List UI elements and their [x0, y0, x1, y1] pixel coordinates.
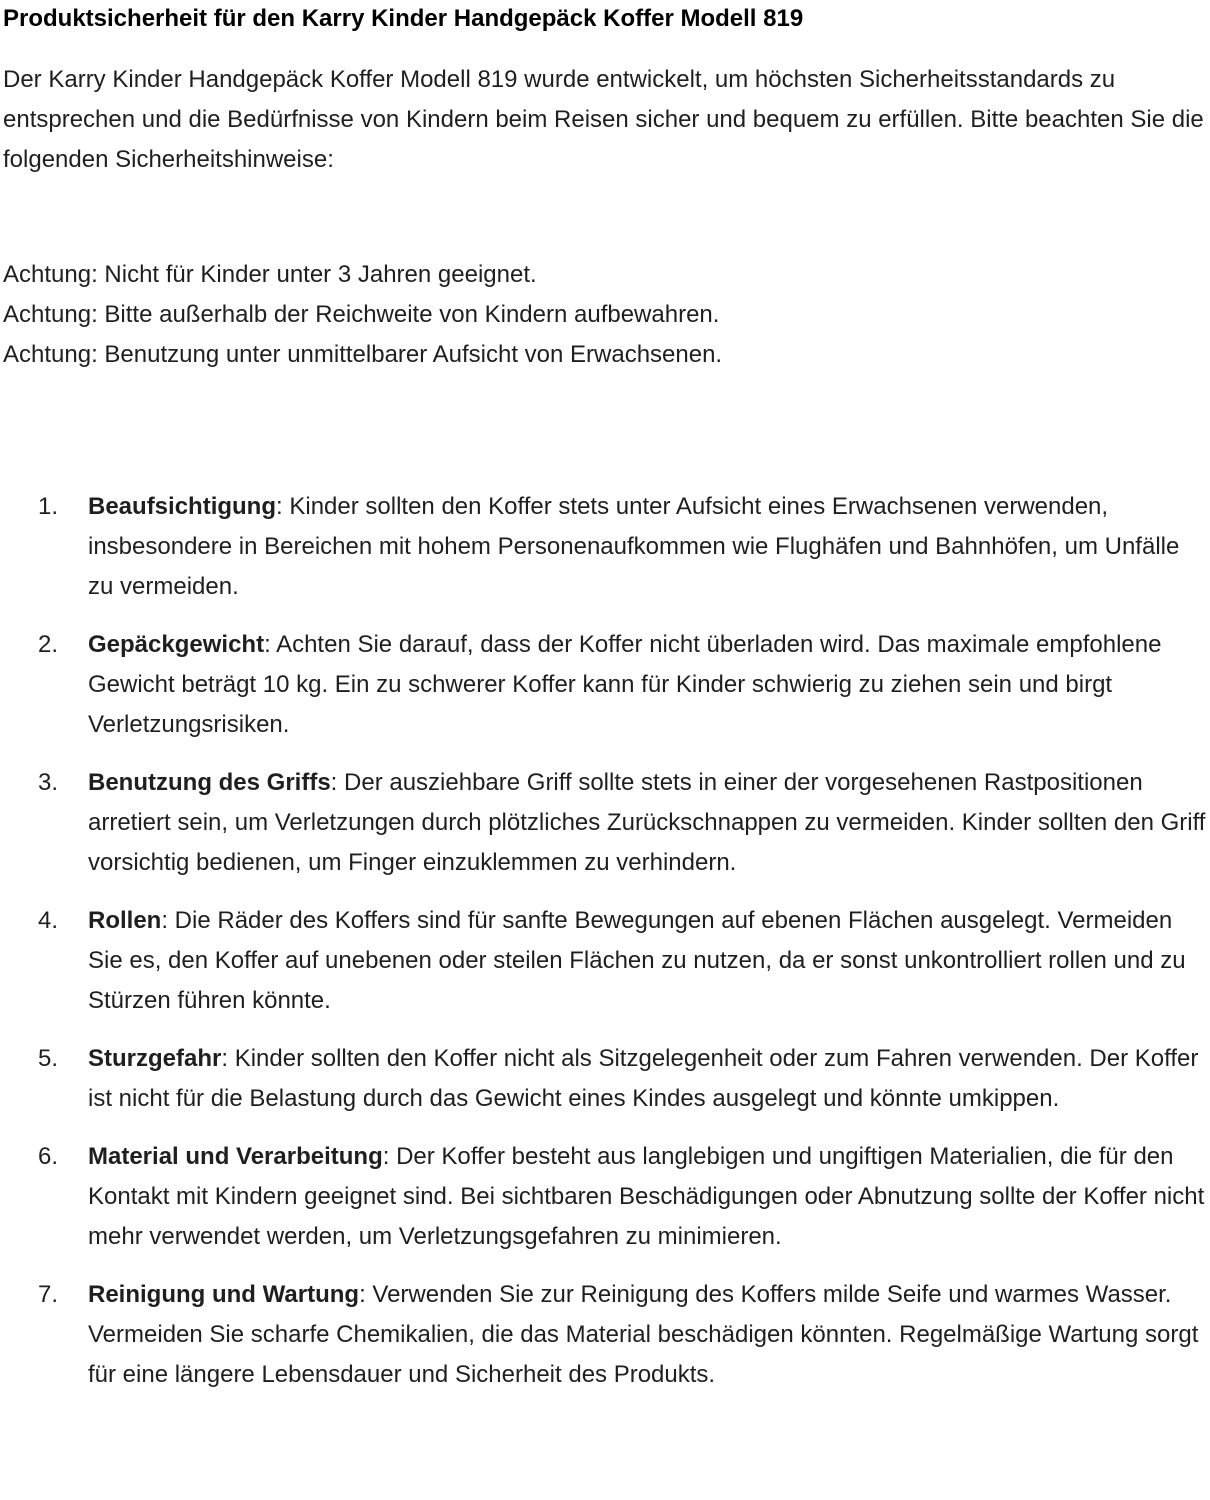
list-text: : Kinder sollten den Koffer stets unter Aufsicht eines Erwachsenen verwenden, insbesondere in Bereichen mit hohem Personenaufkommen wie Flughäfen und Bahnhöfen, um Unfälle zu vermeiden. [88, 493, 1180, 600]
list-number: 6. [38, 1143, 59, 1170]
list-item-body [88, 763, 1208, 883]
list-text: : Die Räder des Koffers sind für sanfte Bewegungen auf ebenen Flächen ausgelegt. Vermeiden Sie es, den Koffer auf unebenen oder steilen Flächen zu nutzen, da er sonst unkontrolliert rollen und zu Stürzen führen könnte. [88, 907, 1186, 1014]
list-item-beaufsichtigung [3, 487, 1208, 607]
list-text: : Der ausziehbare Griff sollte stets in einer der vorgesehenen Rastpositionen arretiert sein, um Verletzungen durch plötzliches Zurückschnappen zu vermeiden. Kinder sollten den Griff vorsichtig bedienen, um Finger einzuklemmen zu verhindern. [88, 769, 1206, 876]
list-number: 1. [38, 493, 59, 520]
list-item-sturzgefahr [3, 1039, 1208, 1119]
list-text: : Verwenden Sie zur Reinigung des Koffers milde Seife und warmes Wasser. Vermeiden Sie scharfe Chemikalien, die das Material beschädigen könnten. Regelmäßige Wartung sorgt für eine längere Lebensdauer und Sicherheit des Produkts. [88, 1281, 1199, 1388]
intro-paragraph: Der Karry Kinder Handgepäck Koffer Modell 819 wurde entwickelt, um höchsten Sicherheitsstandards zu entsprechen und die Bedürfnisse von Kindern beim Reisen sicher und bequem zu erfüllen. Bitte beachten Sie die folgenden Sicherheitshinweise: [3, 66, 1204, 173]
list-item-gepaeckgewicht [3, 625, 1208, 745]
list-term: Rollen [88, 907, 162, 934]
list-item-reinigung-und-wartung [3, 1275, 1208, 1395]
list-item-body [88, 1137, 1208, 1257]
list-number: 5. [38, 1045, 59, 1072]
list-item-body [88, 625, 1208, 745]
safety-list [3, 487, 1208, 1395]
list-item-body [88, 1039, 1208, 1119]
warnings-section [3, 255, 1208, 375]
list-item-rollen [3, 901, 1208, 1021]
list-number: 4. [38, 907, 59, 934]
list-item-body [88, 901, 1208, 1021]
warning-line-1: Achtung: Nicht für Kinder unter 3 Jahren geeignet. [3, 261, 537, 288]
list-text: : Kinder sollten den Koffer nicht als Sitzgelegenheit oder zum Fahren verwenden. Der Koffer ist nicht für die Belastung durch das Gewicht eines Kindes ausgelegt und könnte umkippen. [88, 1045, 1199, 1112]
list-number: 2. [38, 631, 59, 658]
list-term: Material und Verarbeitung [88, 1143, 383, 1170]
list-term: Reinigung und Wartung [88, 1281, 360, 1308]
list-term: Benutzung des Griffs [88, 769, 331, 796]
warning-line-3: Achtung: Benutzung unter unmittelbarer Aufsicht von Erwachsenen. [3, 341, 723, 368]
document-title: Produktsicherheit für den Karry Kinder Handgepäck Koffer Modell 819 [3, 5, 804, 32]
list-number: 3. [38, 769, 59, 796]
list-item-benutzung-des-griffs [3, 763, 1208, 883]
list-item-body [88, 1275, 1208, 1395]
list-term: Beaufsichtigung [88, 493, 277, 520]
list-term: Sturzgefahr [88, 1045, 222, 1072]
list-term: Gepäckgewicht [88, 631, 265, 658]
list-number: 7. [38, 1281, 59, 1308]
list-item-body [88, 487, 1208, 607]
list-item-material-und-verarbeitung [3, 1137, 1208, 1257]
list-text: : Achten Sie darauf, dass der Koffer nicht überladen wird. Das maximale empfohlene Gewicht beträgt 10 kg. Ein zu schwerer Koffer kann für Kinder schwierig zu ziehen sein und birgt Verletzungsrisiken. [88, 631, 1162, 738]
list-text: : Der Koffer besteht aus langlebigen und ungiftigen Materialien, die für den Kontakt mit Kindern geeignet sind. Bei sichtbaren Beschädigungen oder Abnutzung sollte der Koffer nicht mehr verwendet werden, um Verletzungsgefahren zu minimieren. [88, 1143, 1205, 1250]
warning-line-2: Achtung: Bitte außerhalb der Reichweite von Kindern aufbewahren. [3, 301, 720, 328]
